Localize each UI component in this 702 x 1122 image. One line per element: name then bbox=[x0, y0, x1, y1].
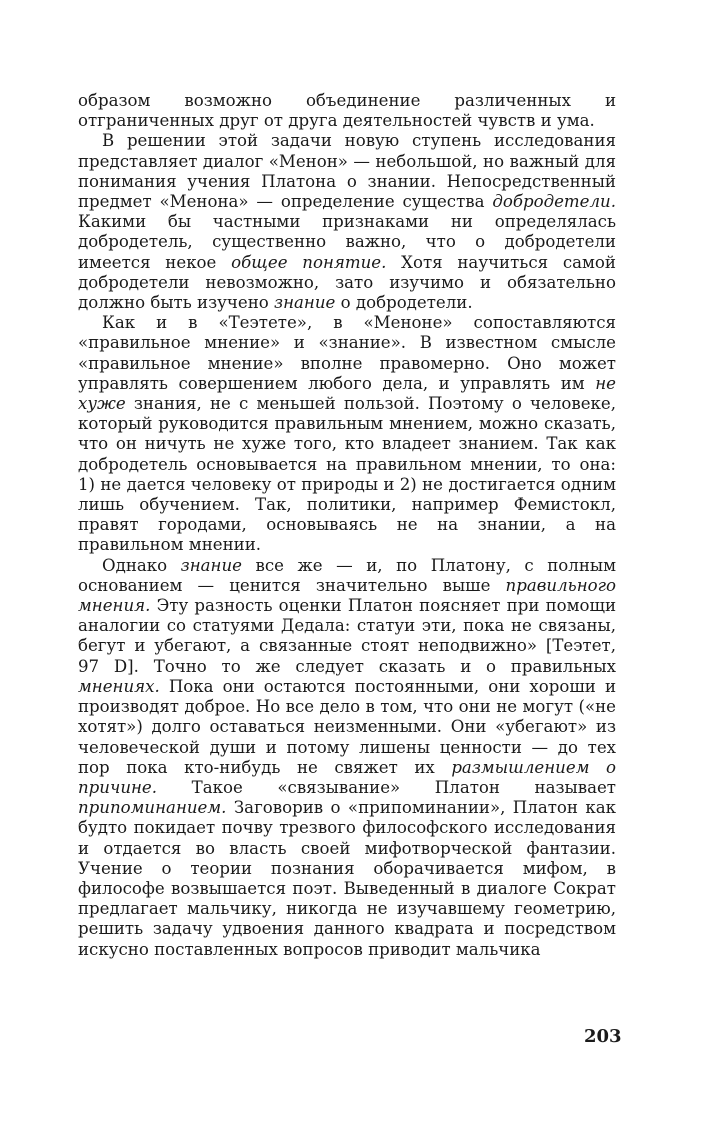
text-segment: Заговорив о «припоминании», Платон как будто покидает почву трезвого философского исследования и отдается во власть своей мифотворческой фантазии. Учение о теории познания оборачивается мифом, в философе возвышается поэт. Выведенный в диалоге Сократ предлагает мальчику, никогда не изучавшему геометрию, решить задачу удвоения данного квадрата и посредством искусно поставленных вопросов приводит мальчика bbox=[78, 798, 616, 959]
italic-emphasis: добродетели. bbox=[492, 192, 616, 212]
italic-emphasis: припоминанием. bbox=[78, 798, 227, 818]
italic-emphasis: не хуже bbox=[78, 373, 616, 414]
italic-emphasis: размышлением о причине. bbox=[78, 757, 617, 797]
italic-emphasis: правильного мнения. bbox=[78, 575, 616, 616]
text-segment: знания, не с меньшей пользой. Поэтому о человеке, который руководится правильным мнением, можно сказать, что он ничуть не хуже того, кто владеет знанием. Так как добродетель основывается на правильном мнении, то она: 1) не дается человеку от природы и 2) не достигается одним лишь обучением. Так, политики, например Фемистокл, правят городами, основываясь не на знании, а на правильном мнении. bbox=[78, 394, 616, 555]
book-page-text bbox=[78, 91, 616, 960]
text-segment: все же — и, по Платону, с полным основанием — ценится значительно выше bbox=[78, 555, 616, 595]
paragraph-2 bbox=[78, 131, 616, 313]
italic-emphasis: общее понятие. bbox=[231, 252, 387, 272]
text-segment: В решении этой задачи новую ступень исследования представляет диалог «Менон» — небольшой, но важный для понимания учения Платона о знании. Непосредственный предмет «Менона» — определение существа bbox=[78, 131, 616, 212]
text-segment: Хотя научиться самой добродетели невозможно, зато изучимо и обязательно должно быть изучено bbox=[78, 252, 616, 313]
italic-emphasis: знание bbox=[274, 293, 336, 313]
italic-emphasis: мнениях. bbox=[78, 676, 160, 696]
paragraph-1 bbox=[78, 91, 616, 131]
text-segment: Такое «связывание» Платон называет bbox=[157, 777, 616, 797]
italic-emphasis: знание bbox=[180, 555, 242, 575]
paragraph-3 bbox=[78, 313, 616, 555]
page-number: 203 bbox=[584, 1026, 622, 1047]
text-segment: Эту разность оценки Платон поясняет при помощи аналогии со статуями Дедала: статуи эти, пока не связаны, бегут и убегают, а связанные стоят неподвижно» [Теэтет, 97 D]. Точно то же следует сказать и о правильных bbox=[78, 596, 616, 676]
text-segment: Какими бы частными признаками ни определялась добродетель, существенно важно, что о добродетели имеется некое bbox=[78, 212, 616, 272]
text-segment: о добродетели. bbox=[335, 293, 473, 313]
text-segment: Однако bbox=[102, 555, 181, 575]
text-segment: Как и в «Теэтете», в «Меноне» сопоставляются «правильное мнение» и «знание». В известном смысле «правильное мнение» вполне правомерно. Оно может управлять совершением любого дела, и управлять им bbox=[78, 313, 616, 393]
text-segment: Пока они остаются постоянными, они хороши и производят доброе. Но все дело в том, что они не могут («не хотят») долго оставаться неизменными. Они «убегают» из человеческой души и потому лишены ценности — до тех пор пока кто-нибудь не свяжет их bbox=[78, 676, 616, 777]
text-segment: образом возможно объединение различенных и отграниченных друг от друга деятельностей чувств и ума. bbox=[78, 91, 616, 131]
paragraph-4 bbox=[78, 556, 616, 960]
